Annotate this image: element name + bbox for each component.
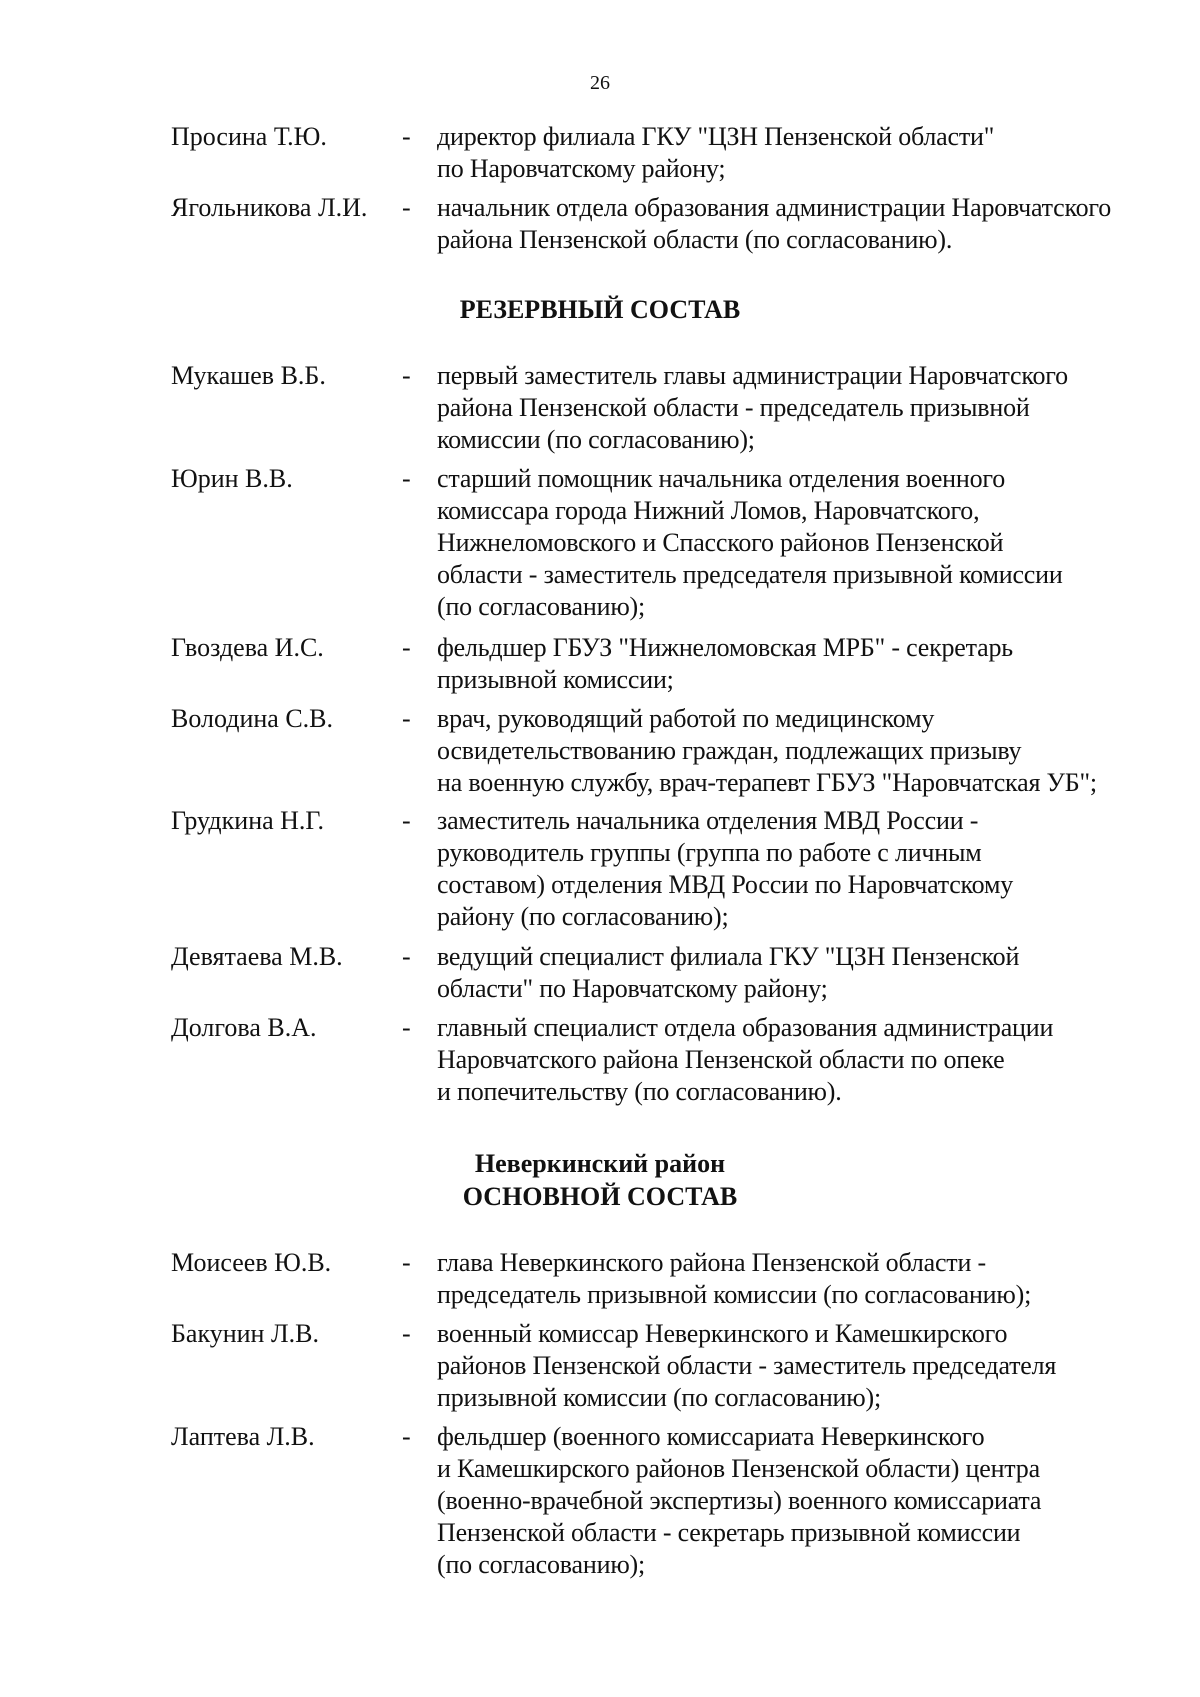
- dash-separator: -: [402, 1248, 411, 1277]
- dash-separator: -: [402, 704, 411, 733]
- member-name: Грудкина Н.Г.: [171, 806, 325, 835]
- district-heading: Неверкинский район: [474, 1149, 726, 1178]
- member-name: Моисеев Ю.В.: [171, 1248, 332, 1277]
- member-name: Мукашев В.Б.: [171, 361, 326, 390]
- dash-separator: -: [402, 806, 411, 835]
- dash-separator: -: [402, 122, 411, 151]
- member-role: военный комиссар Неверкинского и Камешкирского районов Пензенской области - заместитель председателя призывной комиссии (по согласованию);: [437, 1319, 1057, 1412]
- member-name: Юрин В.В.: [171, 464, 293, 493]
- member-role: заместитель начальника отделения МВД России - руководитель группы (группа по работе с личным составом) отделения МВД России по Наровчатскому району (по согласованию);: [437, 806, 1014, 931]
- dash-separator: -: [402, 193, 411, 222]
- member-name: Бакунин Л.В.: [171, 1319, 319, 1348]
- member-role: первый заместитель главы администрации Наровчатского района Пензенской области - председатель призывной комиссии (по согласованию);: [437, 361, 1068, 454]
- section-heading: ОСНОВНОЙ СОСТАВ: [462, 1182, 738, 1211]
- section-heading: РЕЗЕРВНЫЙ СОСТАВ: [459, 295, 741, 324]
- member-name: Володина С.В.: [171, 704, 334, 733]
- member-role: директор филиала ГКУ "ЦЗН Пензенской области" по Наровчатскому району;: [437, 122, 995, 183]
- member-name: Просина Т.Ю.: [171, 122, 327, 151]
- member-name: Гвоздева И.С.: [171, 633, 324, 662]
- dash-separator: -: [402, 633, 411, 662]
- member-role: ведущий специалист филиала ГКУ "ЦЗН Пензенской области" по Наровчатскому району;: [437, 942, 1020, 1003]
- dash-separator: -: [402, 942, 411, 971]
- dash-separator: -: [402, 1422, 411, 1451]
- dash-separator: -: [402, 361, 411, 390]
- dash-separator: -: [402, 1013, 411, 1042]
- member-role: начальник отдела образования администрации Наровчатского района Пензенской области (по согласованию).: [437, 193, 1112, 254]
- member-name: Долгова В.А.: [171, 1013, 317, 1042]
- member-role: фельдшер (военного комиссариата Неверкинского и Камешкирского районов Пензенской области) центра (военно-врачебной экспертизы) военного комиссариата Пензенской области - секретарь призывной комиссии (по согласованию);: [437, 1422, 1042, 1579]
- member-role: глава Неверкинского района Пензенской области - председатель призывной комиссии (по согласованию);: [437, 1248, 1032, 1309]
- member-name: Ягольникова Л.И.: [171, 193, 368, 222]
- dash-separator: -: [402, 1319, 411, 1348]
- member-role: старший помощник начальника отделения военного комиссара города Нижний Ломов, Наровчатского, Нижнеломовского и Спасского районов Пензенской области - заместитель председателя призывной комиссии (по согласованию);: [437, 464, 1063, 621]
- page-number: 26: [590, 72, 610, 94]
- member-role: врач, руководящий работой по медицинскому освидетельствованию граждан, подлежащих призыву на военную службу, врач-терапевт ГБУЗ "Наровчатская УБ";: [437, 704, 1097, 797]
- member-name: Лаптева Л.В.: [171, 1422, 315, 1451]
- member-name: Девятаева М.В.: [171, 942, 343, 971]
- member-role: фельдшер ГБУЗ "Нижнеломовская МРБ" - секретарь призывной комиссии;: [437, 633, 1013, 694]
- dash-separator: -: [402, 464, 411, 493]
- member-role: главный специалист отдела образования администрации Наровчатского района Пензенской области по опеке и попечительству (по согласованию).: [437, 1013, 1054, 1106]
